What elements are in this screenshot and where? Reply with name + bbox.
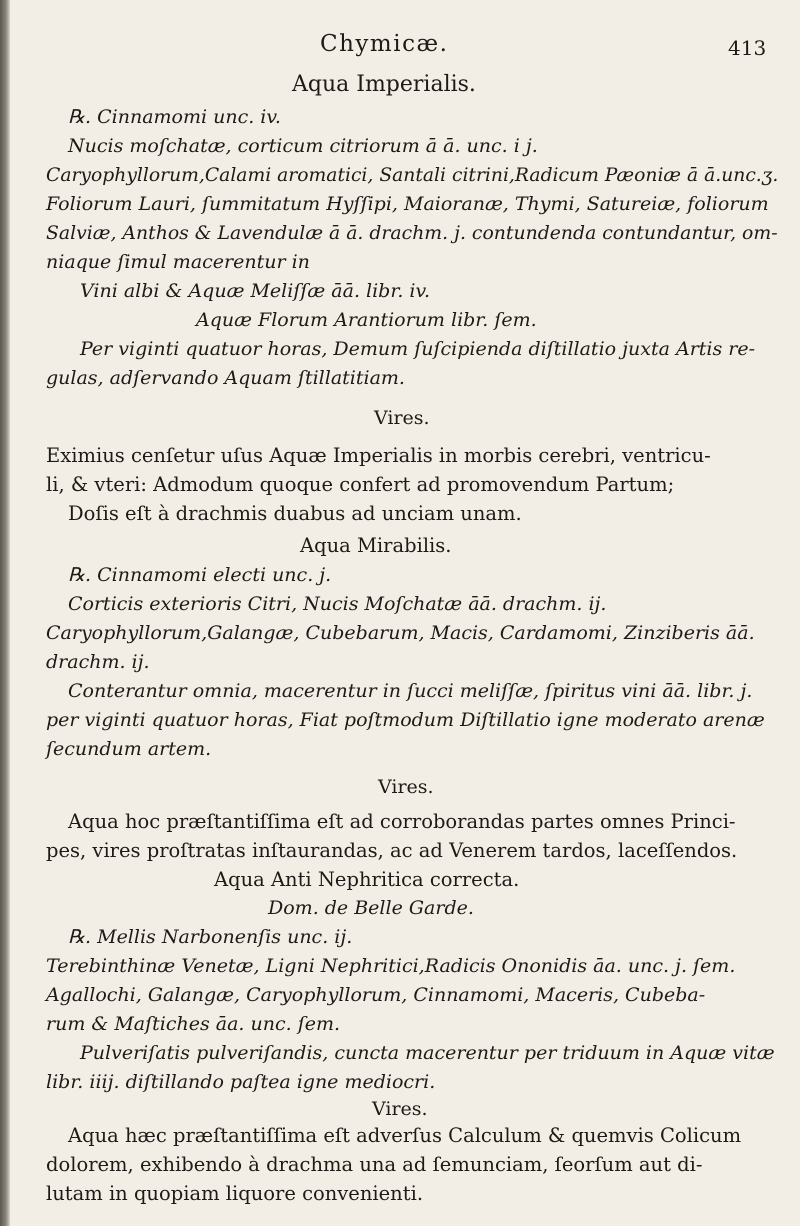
recipe-line: Vini albi & Aquæ Meliſſæ āā. libr. iv.	[80, 280, 431, 302]
recipe-line: ℞. Mellis Narbonenſis unc. ij.	[68, 926, 353, 948]
recipe-line: gulas, adſervando Aquam ſtillatitiam.	[46, 367, 405, 389]
attribution: Dom. de Belle Garde.	[268, 897, 474, 919]
recipe-line: Corticis exterioris Citri, Nucis Moſchatæ āā. drachm. ij.	[68, 593, 607, 615]
recipe-line: libr. iiij. diſtillando paſtea igne mediocri.	[46, 1071, 436, 1093]
recipe-line: niaque ſimul macerentur in	[46, 251, 310, 273]
recipe-line: Pulveriſatis pulveriſandis, cuncta macerentur per triduum in Aquæ vitæ	[80, 1042, 775, 1064]
vires-line: Doſis eſt à drachmis duabus ad unciam unam.	[68, 502, 522, 525]
recipe-line: Aquæ Florum Arantiorum libr. ſem.	[196, 309, 537, 331]
recipe-line: ℞. Cinnamomi electi unc. j.	[68, 564, 332, 586]
recipe-line: ℞. Cinnamomi unc. iv.	[68, 106, 281, 128]
recipe-line: rum & Maſtiches āa. unc. ſem.	[46, 1013, 341, 1035]
recipe-line: Per viginti quatuor horas, Demum ſuſcipienda diſtillatio juxta Artis re-	[80, 338, 756, 360]
page-binding-edge	[0, 0, 10, 1226]
vires-line: Eximius cenſetur uſus Aquæ Imperialis in morbis cerebri, ventricu-	[46, 444, 711, 467]
vires-heading: Vires.	[378, 776, 434, 798]
vires-heading: Vires.	[374, 407, 430, 429]
running-title: Chymicæ.	[320, 31, 449, 57]
section-title-aqua-anti-nephritica: Aqua Anti Nephritica correcta.	[214, 868, 520, 891]
vires-line: li, & vteri: Admodum quoque confert ad promovendum Partum;	[46, 473, 675, 496]
vires-line: Aqua hoc præſtantiſſima eſt ad corroborandas partes omnes Princi-	[68, 810, 736, 833]
section-title-aqua-imperialis: Aqua Imperialis.	[292, 72, 476, 97]
page-number: 413	[728, 36, 767, 60]
vires-line: Aqua hæc præſtantiſſima eſt adverſus Calculum & quemvis Colicum	[68, 1124, 742, 1147]
recipe-line: Salviæ, Anthos & Lavendulæ ā ā. drachm. j. contundenda contundantur, om-	[46, 222, 778, 244]
recipe-line: Agallochi, Galangæ, Caryophyllorum, Cinnamomi, Maceris, Cubeba-	[46, 984, 706, 1006]
section-title-aqua-mirabilis: Aqua Mirabilis.	[300, 534, 452, 557]
vires-line: dolorem, exhibendo à drachma una ad ſemunciam, ſeorſum aut di-	[46, 1153, 703, 1176]
recipe-line: Conterantur omnia, macerentur in ſucci meliſſæ, ſpiritus vini āā. libr. j.	[68, 680, 753, 702]
recipe-line: Caryophyllorum,Galangæ, Cubebarum, Macis, Cardamomi, Zinziberis āā.	[46, 622, 755, 644]
recipe-line: Foliorum Lauri, ſummitatum Hyſſipi, Maioranæ, Thymi, Satureiæ, foliorum	[46, 193, 769, 215]
recipe-line: Terebinthinæ Venetæ, Ligni Nephritici,Radicis Ononidis āa. unc. j. ſem.	[46, 955, 736, 977]
recipe-line: Caryophyllorum,Calami aromatici, Santali citrini,Radicum Pæoniæ ā ā.unc.ʒ.	[46, 164, 779, 186]
recipe-line: Nucis moſchatæ, corticum citriorum ā ā. unc. i j.	[68, 135, 538, 157]
recipe-line: ſecundum artem.	[46, 738, 212, 760]
recipe-line: per viginti quatuor horas, Fiat poſtmodum Diſtillatio igne moderato arenæ	[46, 709, 765, 731]
vires-heading: Vires.	[372, 1098, 428, 1120]
vires-line: lutam in quopiam liquore convenienti.	[46, 1182, 424, 1205]
vires-line: pes, vires proſtratas inſtaurandas, ac ad Venerem tardos, laceſſendos.	[46, 839, 738, 862]
recipe-line: drachm. ij.	[46, 651, 150, 673]
